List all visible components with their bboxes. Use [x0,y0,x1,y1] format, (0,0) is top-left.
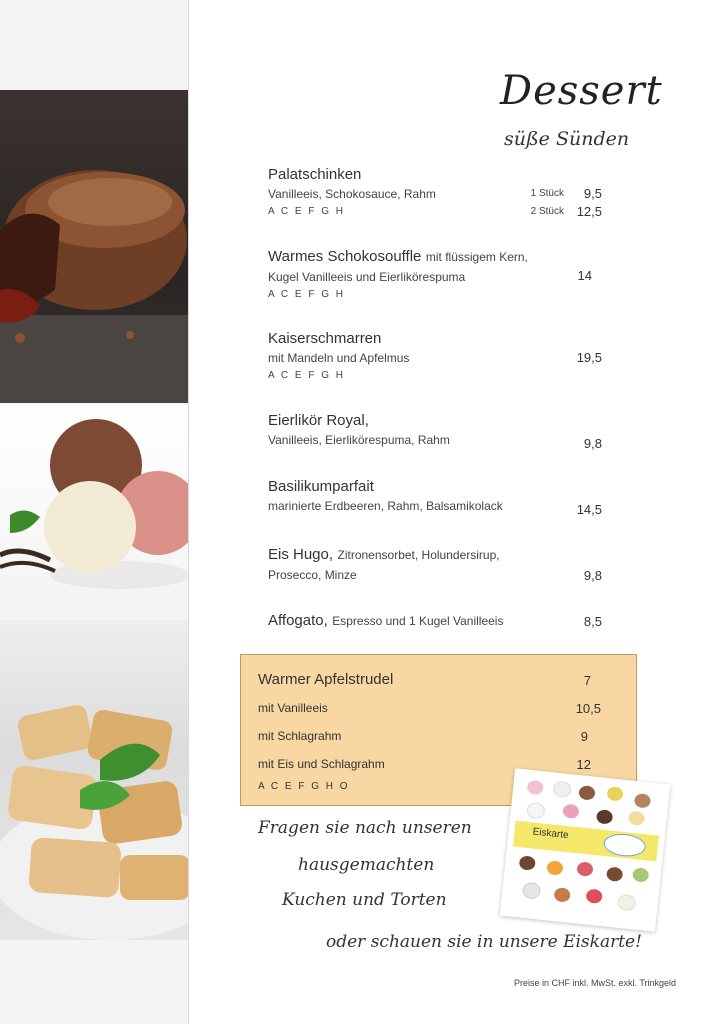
strudel-allergens: A C E F G H O [258,781,350,792]
ice-scoop-image [596,809,613,825]
strudel-option: mit Schlagrahm [258,729,342,743]
kaiserschmarren-photo [0,620,188,940]
ice-scoop-image [578,785,595,801]
page-divider [188,0,189,1024]
strudel-option-price: 10,5 [575,701,601,716]
item-price: 19,5 [576,350,602,365]
item-description: Vanilleeis, Eierlikörespuma, Rahm [268,433,450,447]
ice-scoop-image [606,866,623,882]
page-title: Dessert [500,68,663,114]
ice-scoop-image [562,804,579,820]
strudel-price: 7 [583,673,591,688]
note-line: hausgemachten [298,855,435,875]
price-footnote: Preise in CHF inkl. MwSt. exkl. Trinkgeld [514,978,677,988]
item-price: 9,5 [583,186,602,201]
item-description: Kugel Vanilleeis und Eierlikörespuma [268,270,466,284]
eiskarte-label: Eiskarte [532,826,570,842]
item-allergens: A C E F G H [268,289,346,300]
ice-scoop-image [632,867,649,883]
item-inline-description: Espresso und 1 Kugel Vanilleeis [332,614,504,628]
item-description: mit Mandeln und Apfelmus [268,351,410,365]
ice-cream-photo [0,405,188,617]
strudel-option-price: 9 [580,729,588,744]
item-description: Prosecco, Minze [268,568,357,582]
ice-scoop-image [527,780,544,796]
menu-item-eierlikoer-royal [268,412,450,447]
item-price: 12,5 [576,204,602,219]
strudel-option: mit Vanilleeis [258,701,328,715]
item-name: Affogato, [268,612,328,629]
item-name: Eierlikör Royal, [268,412,369,429]
item-price: 9,8 [583,436,602,451]
ice-scoop-image [617,894,637,912]
ice-scoop-image [606,786,623,802]
item-inline-description: mit flüssigem Kern, [425,250,528,264]
item-inline-description: Zitronensorbet, Holundersirup, [337,548,500,562]
ice-scoop-image [634,793,651,809]
ice-scoop-image [552,780,572,798]
item-allergens: A C E F G H [268,370,346,381]
item-price: 8,5 [583,614,602,629]
item-description: Vanilleeis, Schokosauce, Rahm [268,187,436,201]
ice-scoop-image [546,860,563,876]
item-name: Kaiserschmarren [268,330,382,347]
menu-item-eis-hugo [268,546,500,582]
note-line: Fragen sie nach unseren [258,818,472,838]
ice-scoop-image [586,888,603,904]
menu-item-basilikumparfait [268,478,503,513]
item-name: Warmes Schokosouffle [268,248,422,265]
ice-scoop-image [519,855,536,871]
menu-item-kaiserschmarren [268,330,409,381]
strudel-option-price: 12 [576,757,591,772]
note-line: Kuchen und Torten [282,890,447,910]
item-allergens: A C E F G H [268,206,346,217]
item-qty: 1 Stück [530,188,564,199]
item-price: 14 [577,268,592,283]
page-subtitle: süße Sünden [504,128,630,150]
item-name: Palatschinken [268,166,362,183]
item-name: Basilikumparfait [268,478,374,495]
ice-scoop-image [526,802,546,820]
menu-item-schokosouffle [268,248,528,300]
item-description: marinierte Erdbeeren, Rahm, Balsamikolack [268,499,503,513]
menu-item-palatschinken [268,166,436,217]
note-line: oder schauen sie in unsere Eiskarte! [326,932,642,952]
ice-scoop-image [553,887,570,903]
item-qty: 2 Stück [530,206,564,217]
strudel-name: Warmer Apfelstrudel [258,671,394,688]
ice-scoop-image [628,810,645,826]
lava-cake-photo [0,90,188,403]
item-price: 9,8 [583,568,602,583]
menu-item-affogato [268,612,503,630]
ice-scoop-image [576,861,593,877]
item-price: 14,5 [576,502,602,517]
item-name: Eis Hugo, [268,546,334,563]
strudel-option: mit Eis und Schlagrahm [258,757,385,771]
eiskarte-thumbnail [500,768,671,931]
ice-scoop-image [522,882,542,900]
